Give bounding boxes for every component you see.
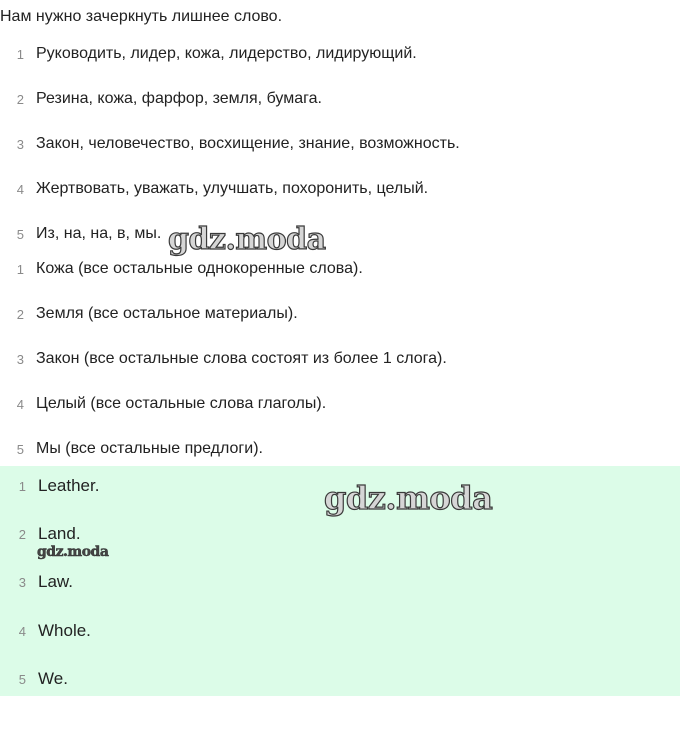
item-number: 4 <box>18 623 26 639</box>
translation-item <box>0 668 68 690</box>
item-text: Резина, кожа, фарфор, земля, бумага. <box>36 90 322 107</box>
watermark-logo: gdz.moda <box>37 544 109 560</box>
item-text: Жертвовать, уважать, улучшать, похоронить, целый. <box>36 180 429 197</box>
watermark-logo: gdz.moda <box>324 479 493 517</box>
item-text: Из, на, на, в, мы. <box>36 225 162 242</box>
translation-item <box>0 523 81 545</box>
item-number: 3 <box>16 351 24 367</box>
task-item <box>0 43 417 65</box>
watermark-logo: gdz.moda <box>168 222 326 257</box>
item-number: 4 <box>16 396 24 412</box>
item-text: Руководить, лидер, кожа, лидерство, лидирующий. <box>36 45 417 62</box>
answer-item <box>0 303 298 325</box>
answer-item <box>0 348 447 370</box>
item-number: 3 <box>18 574 26 590</box>
item-text: Земля (все остальное материалы). <box>36 305 298 322</box>
translation-item <box>0 475 99 497</box>
item-text: Закон, человечество, восхищение, знание, возможность. <box>36 135 460 152</box>
item-number: 1 <box>16 261 24 277</box>
translation-item <box>0 571 73 593</box>
item-number: 4 <box>16 181 24 197</box>
item-text: Кожа (все остальные однокоренные слова). <box>36 260 363 277</box>
answer-item <box>0 438 263 460</box>
task-item <box>0 88 322 110</box>
task-item <box>0 178 428 200</box>
item-text: Целый (все остальные слова глаголы). <box>36 395 327 412</box>
item-text: Law. <box>38 572 73 591</box>
item-text: Мы (все остальные предлоги). <box>36 440 263 457</box>
answer-item <box>0 258 363 280</box>
item-text: Land. <box>38 524 81 543</box>
item-text: Закон (все остальные слова состоят из более 1 слога). <box>36 350 447 367</box>
item-number: 2 <box>16 306 24 322</box>
translation-item <box>0 620 91 642</box>
answer-item <box>0 393 326 415</box>
task-item <box>0 223 161 245</box>
item-text: We. <box>38 669 68 688</box>
item-text: Leather. <box>38 476 100 495</box>
exercise-heading: Нам нужно зачеркнуть лишнее слово. <box>0 8 283 25</box>
item-number: 2 <box>16 91 24 107</box>
item-number: 2 <box>18 526 26 542</box>
item-number: 5 <box>18 671 26 687</box>
item-text: Whole. <box>38 621 91 640</box>
item-number: 5 <box>16 226 24 242</box>
item-number: 1 <box>16 46 24 62</box>
item-number: 1 <box>18 478 26 494</box>
item-number: 3 <box>16 136 24 152</box>
item-number: 5 <box>16 441 24 457</box>
task-item <box>0 133 460 155</box>
